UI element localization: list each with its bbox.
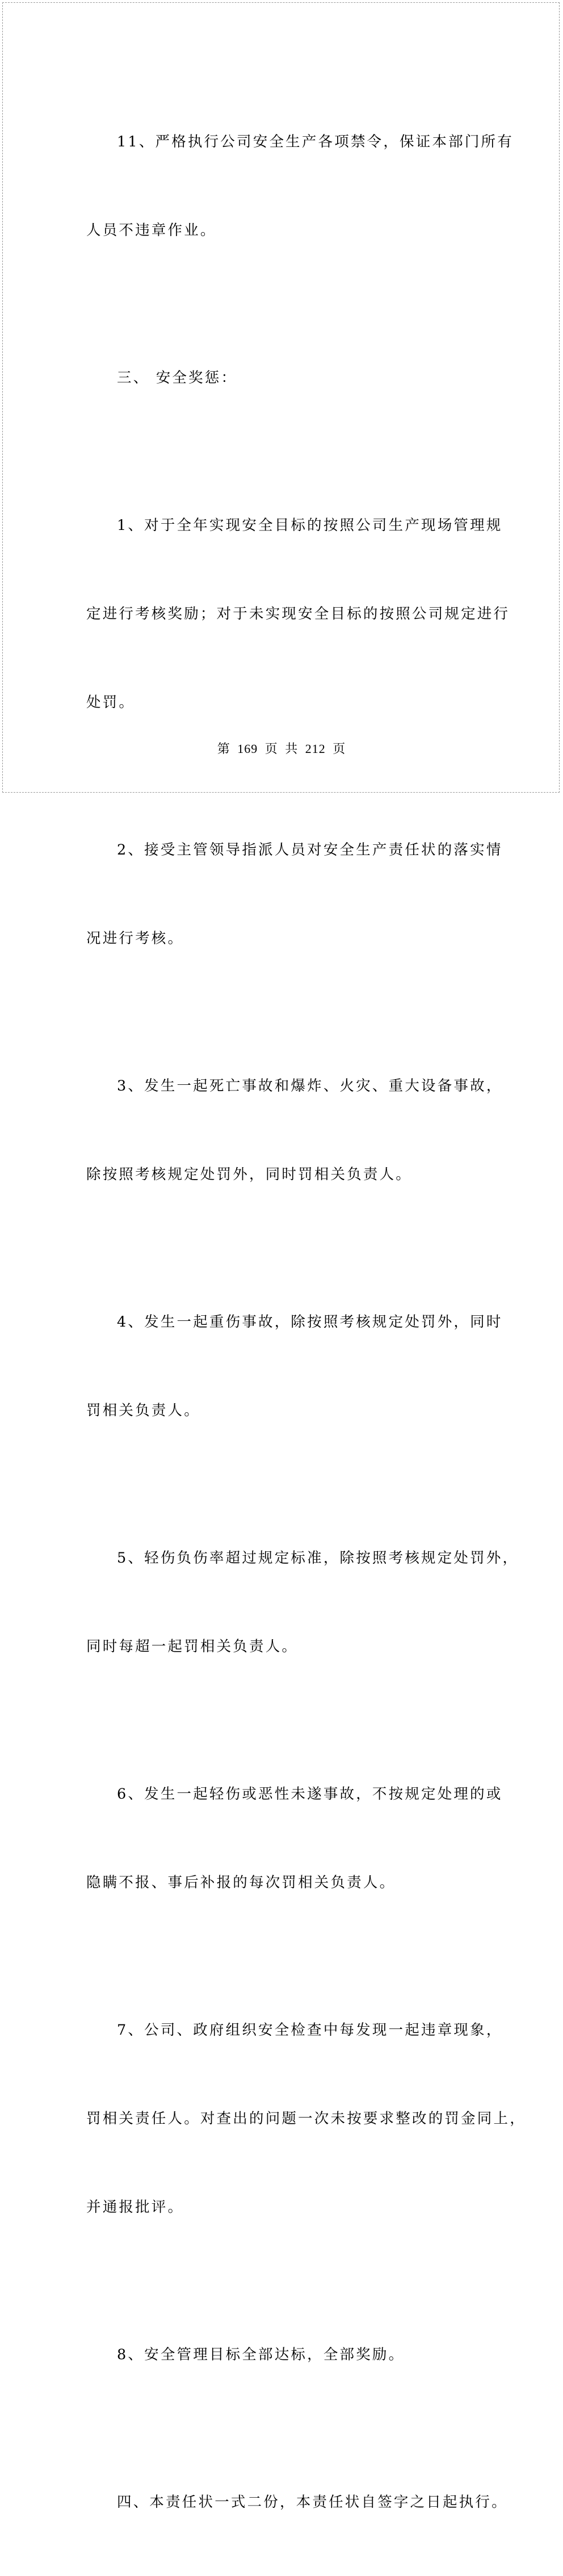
text-line: 6、发生一起轻伤或恶性未遂事故，不按规定处理的或 [117,1786,503,1803]
paragraph-item-1 [86,452,510,776]
text-line: 8、安全管理目标全部达标，全部奖励。 [117,2346,405,2363]
paragraph-item-2 [86,776,503,1012]
paragraph-item-3 [86,1012,503,1248]
document-body [86,68,526,2576]
text-line: 人员不违章作业。 [86,222,217,239]
text-line: 并通报批评。 [86,2199,184,2216]
paragraph-item-5 [86,1484,519,1720]
text-line: 四、本责任状一式二份，本责任状自签字之日起执行。 [117,2494,508,2511]
text-line: 罚相关责任人。对查出的问题一次未按要求整改的罚金同上， [86,2110,526,2127]
page-number-footer: 第 169 页 共 212 页 [217,742,346,756]
text-line: 定进行考核奖励；对于未实现安全目标的按照公司规定进行 [86,605,510,622]
text-line: 3、发生一起死亡事故和爆炸、火灾、重大设备事故， [117,1077,503,1095]
text-line: 罚相关负责人。 [86,1402,200,1419]
paragraph-item-6 [86,1720,503,1956]
text-line: 隐瞒不报、事后补报的每次罚相关负责人。 [86,1874,396,1891]
paragraph-item-11 [86,68,514,304]
text-line: 处罚。 [86,694,136,711]
paragraph-item-8 [86,2281,484,2428]
section-heading-rewards-penalties [86,304,484,452]
section-heading-copies [86,2428,508,2576]
paragraph-item-4 [86,1248,503,1484]
text-line: 除按照考核规定处罚外，同时罚相关负责人。 [86,1166,413,1183]
text-line: 7、公司、政府组织安全检查中每发现一起违章现象， [117,2022,503,2039]
text-line: 11、严格执行公司安全生产各项禁令，保证本部门所有 [117,133,514,150]
text-line: 2、接受主管领导指派人员对安全生产责任状的落实情 [117,841,503,858]
text-line: 1、对于全年实现安全目标的按照公司生产现场管理规 [117,517,503,534]
text-line: 况进行考核。 [86,930,184,947]
text-line: 4、发生一起重伤事故，除按照考核规定处罚外，同时 [117,1314,503,1331]
text-line: 同时每超一起罚相关负责人。 [86,1638,299,1655]
text-line: 三、 安全奖惩： [117,369,238,386]
paragraph-item-7 [86,1956,526,2281]
text-line: 5、轻伤负伤率超过规定标准，除按照考核规定处罚外， [117,1550,519,1567]
